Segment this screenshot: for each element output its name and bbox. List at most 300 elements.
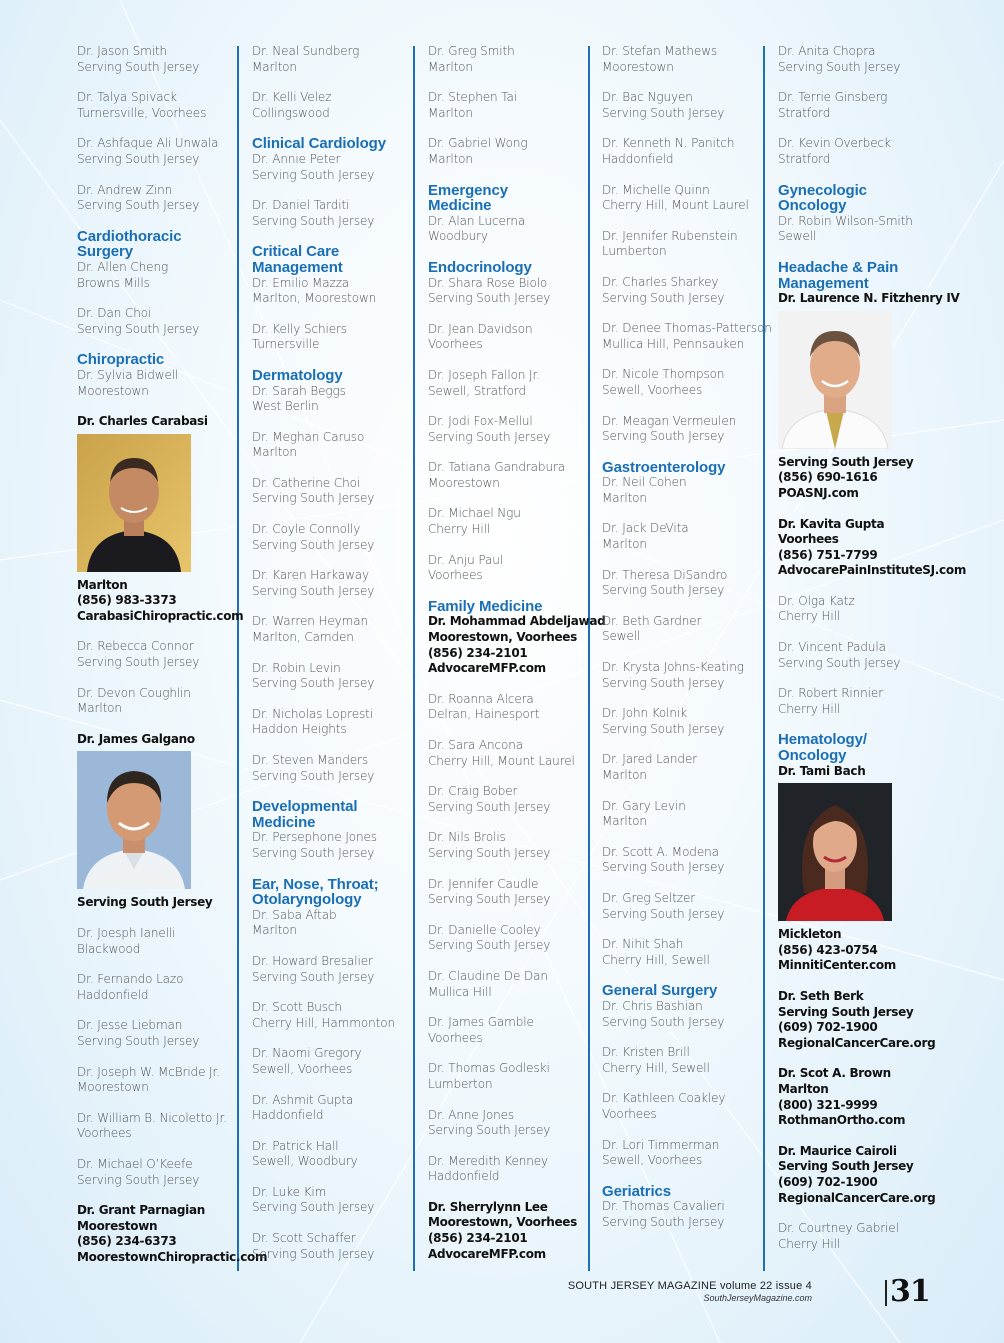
location-text: Serving South Jersey [602,429,725,444]
location-text: Haddonfield [252,1108,324,1123]
location-text: Cherry Hill [428,522,491,537]
location-text: Serving South Jersey [602,675,725,690]
website-link[interactable]: RegionalCancerCare.org [778,1190,936,1205]
doctor-name: Dr. Sara Ancona [428,738,523,752]
listing-dr-william-b-nicoletto-jr [77,1111,243,1142]
location-text: Voorhees [428,1030,483,1045]
doctor-name: Dr. John Kolnik [602,706,687,721]
listing-dr-thomas-godleski [428,1061,594,1092]
listing-dr-coyle-connolly [252,522,418,553]
listing-dr-thomas-cavalieri [602,1184,768,1231]
location-text: Serving South Jersey [428,892,551,907]
listing-dr-charles-carabasi [77,414,243,624]
doctor-name: Dr. Michelle Quinn [602,182,710,197]
location-text: Serving South Jersey [778,454,914,469]
location-text: Voorhees [428,337,483,352]
listing-dr-scot-a-brown [778,1066,944,1128]
doctor-name: Dr. Stephen Tai [428,90,517,105]
doctor-name: Dr. Tami Bach [778,763,866,778]
doctor-name: Dr. Courtney Gabriel [778,1221,899,1236]
location-text: Marlton [252,445,297,460]
doctor-name: Dr. Naomi Gregory [252,1046,362,1061]
location-text: Sewell, Voorhees [602,1153,703,1168]
location-text: Serving South Jersey [602,583,725,598]
doctor-name: Dr. Nicholas Lopresti [252,706,373,721]
listing-dr-tatiana-gandrabura [428,460,594,491]
location-text: Cherry Hill [778,1236,841,1251]
specialty-heading: Oncology [778,197,847,215]
location-text: Marlton [778,1081,829,1096]
listing-dr-james-gamble [428,1015,594,1046]
listing-dr-anne-jones [428,1108,594,1139]
specialty-heading: Gastroenterology [602,458,726,476]
specialty-heading: Chiropractic [77,351,165,369]
location-text: Serving South Jersey [77,321,200,336]
location-text: Sewell, Voorhees [252,1061,353,1076]
location-text: Serving South Jersey [252,969,375,984]
location-text: Serving South Jersey [602,290,725,305]
location-text: Marlton [428,59,473,74]
phone-number: (800) 321-9999 [778,1097,878,1112]
listing-dr-michael-ngu [428,506,594,537]
website-link[interactable]: RegionalCancerCare.org [778,1035,936,1050]
listing-dr-kelly-schiers [252,322,418,353]
listing-dr-jennifer-rubenstein [602,229,768,260]
listing-dr-mohammad-abdeljawad [428,597,606,677]
doctor-name: Dr. Charles Carabasi [77,414,208,429]
website-link[interactable]: MinnitiCenter.com [778,958,896,973]
listing-dr-anju-paul [428,553,594,584]
location-text: Moorestown [77,1218,158,1233]
location-text: Voorhees [77,1126,132,1141]
location-text: Turnersville, Voorhees [77,105,207,120]
listing-dr-joesph-ianelli [77,926,243,957]
listing-dr-vincent-padula [778,640,944,671]
listing-dr-robert-rinnier [778,686,944,717]
doctor-name: Dr. Gary Levin [602,798,686,813]
specialty-heading: Headache & Pain [778,258,899,276]
location-text: Serving South Jersey [428,799,551,814]
listing-dr-terrie-ginsberg [778,90,944,121]
specialty-heading: Ear, Nose, Throat; [252,875,379,893]
listing-dr-michelle-quinn [602,183,768,214]
listing-dr-roanna-alcera [428,692,594,723]
listing-dr-talya-spivack [77,90,243,121]
location-text: Collingswood [252,105,330,120]
specialty-heading: Family Medicine [428,597,543,615]
listing-dr-seth-berk [778,989,944,1051]
location-text: Lumberton [602,244,667,259]
listing-dr-michael-o-keefe [77,1157,243,1188]
location-text: Moorestown, Voorhees [428,630,577,645]
specialty-heading: Clinical Cardiology [252,135,386,153]
listing-dr-theresa-disandro [602,568,768,599]
listing-dr-gary-levin [602,799,768,830]
listing-dr-kristen-brill [602,1045,768,1076]
doctor-name: Dr. Daniel Tarditi [252,198,350,213]
listing-dr-jason-smith [77,44,243,75]
location-text: Sewell, Woodbury [252,1154,358,1169]
doctor-name: Dr. Joseph W. McBride Jr. [77,1064,220,1079]
location-text: Marlton [602,768,647,782]
doctor-name: Dr. Rebecca Connor [77,639,194,654]
listing-dr-sara-ancona [428,738,594,769]
location-text: Marlton [602,537,647,552]
doctor-name: Dr. Jennifer Caudle [428,876,539,891]
website-link[interactable]: CarabasiChiropractic.com [77,608,244,623]
location-text: Cherry Hill, Sewell [602,1060,710,1075]
woman-red-top-photo [778,783,892,921]
listing-dr-chris-bashian [602,983,768,1030]
doctor-name: Dr. James Galgano [77,731,195,746]
doctor-name: Dr. Terrie Ginsberg [778,90,888,105]
listing-dr-beth-gardner [602,614,768,645]
doctor-name: Dr. Craig Bober [428,784,518,799]
doctor-name: Dr. Sarah Beggs [252,383,346,398]
doctor-name: Dr. Anne Jones [428,1107,515,1122]
doctor-name: Dr. Patrick Hall [252,1138,339,1153]
doctor-name: Dr. Kelly Schiers [252,321,347,336]
listing-dr-stephen-tai [428,90,594,121]
listing-dr-courtney-gabriel [778,1221,944,1252]
location-text: Mullica Hill, Pennsauken [602,336,745,351]
website-link[interactable]: AdvocareMFP.com [428,1246,546,1261]
location-text: Serving South Jersey [252,1200,375,1215]
listing-dr-daniel-tarditi [252,198,418,229]
listing-dr-andrew-zinn [77,183,243,214]
doctor-name: Dr. Shara Rose Biolo [428,275,548,290]
doctor-name: Dr. William B. Nicoletto Jr. [77,1110,227,1125]
location-text: Serving South Jersey [778,1004,914,1019]
location-text: Serving South Jersey [778,1159,914,1174]
location-text: Serving South Jersey [778,655,901,670]
location-text: Serving South Jersey [428,291,551,306]
man-white-shirt-photo [77,751,191,889]
specialty-heading: Oncology [778,747,847,765]
doctor-name: Dr. Scott Busch [252,1000,342,1015]
location-text: Marlton [252,923,297,938]
location-text: Mullica Hill [428,984,492,999]
doctor-name: Dr. Joseph Fallon Jr. [428,367,540,382]
doctor-name: Dr. Jean Davidson [428,321,533,336]
location-text: Cherry Hill, Hammonton [252,1015,395,1030]
doctor-name: Dr. Maurice Cairoli [778,1143,897,1158]
specialty-heading: Surgery [77,243,133,261]
doctor-name: Dr. Lori Timmerman [602,1137,720,1152]
listing-dr-joseph-w-mcbride-jr [77,1065,243,1096]
doctor-name: Dr. Sylvia Bidwell [77,367,179,382]
location-text: Serving South Jersey [77,1172,200,1187]
listing-dr-sylvia-bidwell [77,352,243,399]
listing-dr-luke-kim [252,1185,418,1216]
specialty-heading: Management [778,274,869,292]
listing-dr-meghan-caruso [252,430,418,461]
phone-number: (856) 234-2101 [428,645,528,660]
listing-dr-danielle-cooley [428,923,594,954]
website-link[interactable]: POASNJ.com [778,485,859,500]
listing-dr-shara-rose-biolo [428,260,594,307]
phone-number: (856) 234-6373 [77,1234,177,1249]
location-text: Serving South Jersey [77,59,200,74]
location-text: Moorestown [77,1080,149,1095]
website-link[interactable]: AdvocarePainInstituteSJ.com [778,563,967,578]
doctor-name: Dr. Jared Lander [602,752,698,767]
doctor-name: Dr. Anju Paul [428,552,503,567]
website-link[interactable]: RothmanOrtho.com [778,1113,906,1128]
doctor-name: Dr. Greg Seltzer [602,890,696,905]
doctor-name: Dr. Robin Levin [252,660,341,675]
doctor-name: Dr. Allen Cheng [77,259,169,274]
location-text: Marlton [428,151,473,166]
location-text: Marlton, Camden [252,630,354,645]
page-number: 31 [890,1274,930,1309]
doctor-name: Dr. Jason Smith [77,44,168,58]
listing-dr-meredith-kenney [428,1154,594,1185]
listing-dr-john-kolnik [602,706,768,737]
doctor-name: Dr. Meghan Caruso [252,429,365,444]
listing-dr-scott-a-modena [602,845,768,876]
listing-dr-laurence-n-fitzhenry-iv [778,258,960,502]
location-text: Moorestown [77,383,149,398]
doctor-name: Dr. Gabriel Wong [428,136,528,151]
doctor-name: Dr. Anita Chopra [778,44,876,58]
location-text: Mickleton [778,927,842,942]
listing-dr-patrick-hall [252,1139,418,1170]
location-text: Sewell, Stratford [428,383,527,398]
doctor-name: Dr. Claudine De Dan [428,968,548,983]
location-text: Serving South Jersey [428,845,551,860]
location-text: Serving South Jersey [252,583,375,598]
doctor-name: Dr. Talya Spivack [77,90,177,105]
listing-dr-ashmit-gupta [252,1093,418,1124]
listing-dr-warren-heyman [252,614,418,645]
listing-dr-ashfaque-ali-unwala [77,136,243,167]
doctor-name: Dr. Saba Aftab [252,907,337,922]
listing-dr-neil-cohen [602,460,768,507]
listing-dr-steven-manders [252,753,418,784]
doctor-name: Dr. Nils Brolis [428,830,506,845]
listing-dr-jean-davidson [428,322,594,353]
listing-dr-stefan-mathews [602,44,768,75]
doctor-name: Dr. Luke Kim [252,1184,327,1199]
doctor-name: Dr. Michael Ngu [428,506,521,521]
location-text: Voorhees [778,532,839,547]
location-text: Serving South Jersey [602,721,725,736]
listing-dr-krysta-johns-keating [602,660,768,691]
listing-dr-robin-levin [252,661,418,692]
doctor-name: Dr. Theresa DiSandro [602,567,728,582]
listing-dr-greg-seltzer [602,891,768,922]
directory-column-1 [77,44,268,1281]
location-text: Haddonfield [602,151,674,166]
location-text: Cherry Hill, Sewell [602,952,710,967]
location-text: Cherry Hill [778,701,841,716]
location-text: Serving South Jersey [252,167,375,182]
location-text: Serving South Jersey [77,1034,200,1048]
location-text: Cherry Hill, Mount Laurel [428,753,575,768]
listing-dr-sherrylynn-lee [428,1200,594,1262]
phone-number: (856) 423-0754 [778,942,878,957]
doctor-name: Dr. Jennifer Rubenstein [602,228,738,243]
listing-dr-meagan-vermeulen [602,414,768,445]
location-text: Serving South Jersey [252,768,375,783]
listing-dr-neal-sundberg [252,44,418,75]
listing-dr-james-galgano [77,732,243,911]
doctor-name: Dr. James Gamble [428,1015,534,1030]
location-text: Serving South Jersey [252,491,375,506]
location-text: Woodbury [428,229,488,244]
listing-dr-catherine-choi [252,476,418,507]
listing-dr-maurice-cairoli [778,1144,944,1206]
doctor-name: Dr. Joesph Ianelli [77,926,176,941]
location-text: Lumberton [428,1076,493,1091]
location-text: Serving South Jersey [252,213,375,228]
doctor-name: Dr. Ashfaque Ali Unwala [77,136,219,151]
location-text: Haddonfield [77,987,149,1002]
doctor-name: Dr. Kristen Brill [602,1045,690,1060]
specialty-heading: Otolaryngology [252,891,362,909]
listing-dr-bac-nguyen [602,90,768,121]
magazine-issue-line: SOUTH JERSEY MAGAZINE volume 22 issue 4 [567,1280,812,1292]
listing-dr-nicholas-lopresti [252,707,418,738]
man-dark-shirt-photo [77,434,191,572]
magazine-url: SouthJerseyMagazine.com [703,1293,812,1303]
doctor-name: Dr. Catherine Choi [252,475,361,490]
doctor-name: Dr. Laurence N. Fitzhenry IV [778,291,960,306]
listing-dr-naomi-gregory [252,1046,418,1077]
location-text: Serving South Jersey [77,895,213,910]
listing-dr-anita-chopra [778,44,944,75]
location-text: Voorhees [428,568,483,583]
doctor-name: Dr. Michael O’Keefe [77,1156,193,1171]
phone-number: (856) 751-7799 [778,547,878,562]
location-text: Serving South Jersey [252,676,375,691]
doctor-name: Dr. Ashmit Gupta [252,1092,354,1107]
listing-dr-fernando-lazo [77,972,243,1003]
listing-dr-gabriel-wong [428,136,594,167]
doctor-name: Dr. Karen Harkaway [252,568,370,583]
doctor-name: Dr. Steven Manders [252,753,369,767]
location-text: Serving South Jersey [252,845,375,860]
listing-dr-nicole-thompson [602,367,768,398]
location-text: Serving South Jersey [602,1014,725,1029]
specialty-heading: Geriatrics [602,1182,672,1200]
doctor-name: Dr. Denee Thomas-Patterson [602,321,772,336]
location-text: Serving South Jersey [602,1214,725,1229]
listing-dr-rebecca-connor [77,639,243,670]
specialty-heading: General Surgery [602,982,718,1000]
listing-dr-greg-smith [428,44,594,75]
doctor-name: Dr. Andrew Zinn [77,182,173,197]
phone-number: (856) 234-2101 [428,1231,528,1246]
listing-dr-persephone-jones [252,799,418,861]
location-text: Browns Mills [77,275,150,290]
listing-dr-craig-bober [428,784,594,815]
phone-number: (856) 983-3373 [77,593,177,608]
listing-dr-lori-timmerman [602,1138,768,1169]
location-text: Serving South Jersey [252,1246,375,1261]
specialty-heading: Gynecologic [778,181,867,199]
directory-column-5 [778,44,967,1267]
location-text: Sewell, Voorhees [602,382,703,397]
location-text: Cherry Hill [778,609,841,624]
listing-dr-sarah-beggs [252,368,418,415]
website-link[interactable]: AdvocareMFP.com [428,661,546,676]
listing-dr-howard-bresalier [252,954,418,985]
directory-column-4 [602,44,772,1245]
listing-dr-robin-wilson-smith [778,183,944,245]
listing-dr-jodi-fox-mellul [428,414,594,445]
location-text: Stratford [778,151,831,166]
listing-dr-emilio-mazza [252,244,418,306]
listing-dr-jennifer-caudle [428,877,594,908]
listing-dr-allen-cheng [77,229,243,291]
doctor-name: Dr. Vincent Padula [778,640,886,655]
doctor-name: Dr. Nicole Thompson [602,367,725,382]
doctor-name: Dr. Jesse Liebman [77,1018,183,1033]
website-link[interactable]: MoorestownChiropractic.com [77,1249,268,1264]
listing-dr-annie-peter [252,136,418,183]
location-text: Marlton [77,577,128,592]
location-text: West Berlin [252,399,319,414]
specialty-heading: Dermatology [252,366,343,384]
location-text: Moorestown [602,59,674,74]
listing-dr-nihit-shah [602,937,768,968]
listing-dr-jared-lander [602,752,768,783]
doctor-name: Dr. Robin Wilson-Smith [778,213,913,228]
doctor-name: Dr. Alan Lucerna [428,213,526,228]
listing-dr-saba-aftab [252,877,418,939]
doctor-name: Dr. Danielle Cooley [428,922,541,937]
specialty-heading: Cardiothoracic [77,227,182,245]
doctor-name: Dr. Jack DeVita [602,521,689,536]
listing-dr-devon-coughlin [77,686,243,717]
doctor-name: Dr. Seth Berk [778,989,864,1003]
doctor-name: Dr. Kavita Gupta [778,516,885,531]
location-text: Serving South Jersey [602,860,725,875]
doctor-name: Dr. Chris Bashian [602,998,703,1013]
location-text: Serving South Jersey [428,938,551,953]
directory-column-3 [428,44,606,1277]
doctor-name: Dr. Bac Nguyen [602,90,693,105]
doctor-name: Dr. Mohammad Abdeljawad [428,614,606,629]
listing-dr-nils-brolis [428,830,594,861]
location-text: Serving South Jersey [778,59,901,74]
doctor-name: Dr. Stefan Mathews [602,44,718,58]
location-text: Marlton, Moorestown [252,291,377,306]
listing-dr-jack-devita [602,521,768,552]
doctor-name: Dr. Grant Parnagian [77,1203,205,1218]
doctor-name: Dr. Tatiana Gandrabura [428,460,566,475]
specialty-heading: Hematology/ [778,731,867,749]
location-text: Sewell [602,629,641,644]
doctor-name: Dr. Warren Heyman [252,614,369,629]
listing-dr-jesse-liebman [77,1018,243,1049]
location-text: Serving South Jersey [77,198,200,213]
doctor-name: Dr. Meagan Vermeulen [602,413,737,428]
doctor-name: Dr. Kelli Velez [252,90,332,105]
doctor-name: Dr. Emilio Mazza [252,275,350,290]
doctor-name: Dr. Annie Peter [252,151,341,166]
location-text: Cherry Hill, Mount Laurel [602,198,749,213]
doctor-name: Dr. Jodi Fox-Mellul [428,414,533,429]
location-text: Serving South Jersey [602,906,725,921]
doctor-name: Dr. Scott A. Modena [602,844,719,859]
phone-number: (609) 702-1900 [778,1020,878,1035]
doctor-name: Dr. Devon Coughlin [77,685,191,700]
man-white-coat-photo [778,311,892,449]
listing-dr-dan-choi [77,306,243,337]
